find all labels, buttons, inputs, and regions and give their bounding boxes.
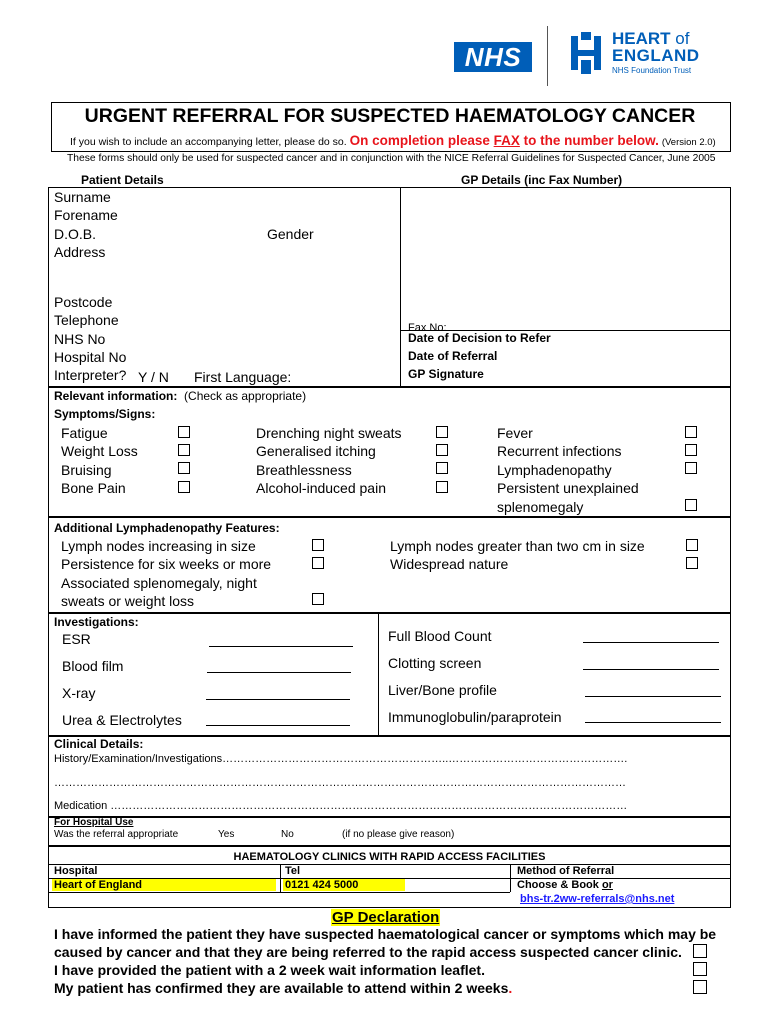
inv-liver-bone: Liver/Bone profile: [388, 682, 497, 698]
hospital-no-label: Hospital No: [54, 349, 127, 365]
gp-declaration-heading: GP Declaration: [332, 909, 440, 926]
clinics-heading-divider: [48, 864, 731, 865]
date-referral-label: Date of Referral: [408, 349, 498, 363]
symptom-night-sweats: Drenching night sweats: [256, 425, 402, 441]
tel-cell: 0121 424 5000: [283, 879, 405, 891]
symptom-bruising: Bruising: [61, 462, 112, 478]
lymph-greater-checkbox[interactable]: [686, 539, 698, 551]
inv-immunoglobulin: Immunoglobulin/paraprotein: [388, 709, 562, 725]
alcohol-pain-checkbox[interactable]: [436, 481, 448, 493]
nhs-logo: NHS: [454, 42, 532, 72]
address-label: Address: [54, 244, 106, 260]
gp-details-heading: GP Details (inc Fax Number): [461, 173, 623, 187]
declaration-line-1: I have informed the patient they have suspected haematological cancer or symptoms which may be: [54, 926, 717, 942]
postcode-label: Postcode: [54, 294, 113, 310]
symptom-persistent-unexplained: Persistent unexplained: [497, 480, 639, 496]
date-decision-label: Date of Decision to Refer: [408, 331, 551, 345]
patient-gp-divider: [400, 187, 401, 387]
symptom-breathlessness: Breathlessness: [256, 462, 352, 478]
no-option[interactable]: No: [281, 829, 294, 840]
heart-of-england-emblem-icon: [569, 32, 603, 74]
fever-checkbox[interactable]: [685, 426, 697, 438]
immunoglobulin-field[interactable]: [585, 722, 721, 723]
method-cell: Choose & Book or: [517, 879, 613, 891]
full-blood-count-field[interactable]: [583, 642, 719, 643]
clotting-screen-field[interactable]: [583, 669, 719, 670]
clinics-bottom-divider: [48, 892, 510, 893]
symptom-bone-pain: Bone Pain: [61, 480, 126, 496]
bone-pain-checkbox[interactable]: [178, 481, 190, 493]
recurrent-infections-checkbox[interactable]: [685, 444, 697, 456]
declaration-informed-checkbox[interactable]: [693, 944, 707, 958]
nhs-no-label: NHS No: [54, 331, 106, 347]
lymph-heading: Additional Lymphadenopathy Features:: [54, 521, 280, 535]
hoe-logo-line1: HEART of: [612, 29, 690, 48]
declaration-leaflet-checkbox[interactable]: [693, 962, 707, 976]
symptom-fatigue: Fatigue: [61, 425, 108, 441]
interpreter-yn[interactable]: Y / N: [138, 369, 169, 385]
lymph-increasing: Lymph nodes increasing in size: [61, 538, 256, 554]
declaration-line-3: I have provided the patient with a 2 week wait information leaflet.: [54, 962, 485, 978]
splenomegaly-checkbox[interactable]: [685, 499, 697, 511]
guideline-note: These forms should only be used for suspected cancer and in conjunction with the NICE Referral Guidelines for Suspected Cancer, June 2005: [67, 153, 716, 164]
night-sweats-checkbox[interactable]: [436, 426, 448, 438]
fax-no-label: Fax No:: [408, 322, 447, 330]
lymph-persistence-checkbox[interactable]: [312, 557, 324, 569]
lymph-persistence: Persistence for six weeks or more: [61, 556, 272, 572]
telephone-label: Telephone: [54, 312, 119, 328]
patient-details-heading: Patient Details: [81, 173, 164, 187]
liver-bone-field[interactable]: [585, 696, 721, 697]
xray-field[interactable]: [206, 699, 350, 700]
inv-blood-film: Blood film: [62, 658, 124, 674]
blood-film-field[interactable]: [207, 672, 351, 673]
history-field[interactable]: History/Examination/Investigations……………………………………………………..………………………………………….: [54, 753, 628, 765]
declaration-line-4: My patient has confirmed they are available to attend within 2 weeks.: [54, 980, 513, 996]
inv-esr: ESR: [62, 631, 91, 647]
col-method: Method of Referral: [517, 865, 615, 877]
symptoms-heading: Symptoms/Signs:: [54, 407, 156, 421]
first-language-label: First Language:: [194, 369, 292, 385]
referral-email-link[interactable]: bhs-tr.2ww-referrals@nhs.net: [520, 893, 675, 905]
investigations-divider: [378, 613, 379, 736]
hoe-logo-line3: NHS Foundation Trust: [612, 66, 692, 75]
esr-field[interactable]: [209, 646, 353, 647]
inv-xray: X-ray: [62, 685, 96, 701]
declaration-line-2: caused by cancer and that they are being referred to the rapid access suspected cancer clinic.: [54, 944, 682, 960]
logo-divider: [547, 26, 548, 86]
lymph-associated-cont: sweats or weight loss: [61, 593, 195, 609]
symptom-alcohol-pain: Alcohol-induced pain: [256, 480, 386, 496]
hoe-logo-line2: ENGLAND: [612, 46, 700, 65]
symptom-itching: Generalised itching: [256, 443, 376, 459]
lymph-associated: Associated splenomegaly, night: [61, 575, 257, 591]
interpreter-label: Interpreter?: [54, 367, 127, 383]
weight-loss-checkbox[interactable]: [178, 444, 190, 456]
referral-appropriate-label: Was the referral appropriate: [54, 829, 179, 840]
declaration-available-checkbox[interactable]: [693, 980, 707, 994]
hospital-use-heading: For Hospital Use: [54, 817, 134, 828]
relevant-info: Relevant information: (Check as appropriate): [54, 389, 307, 403]
investigations-heading: Investigations:: [54, 615, 139, 629]
patient-gp-box: [48, 187, 731, 387]
inv-full-blood-count: Full Blood Count: [388, 628, 492, 644]
clinical-heading: Clinical Details:: [54, 737, 144, 751]
history-continuation-field[interactable]: …………………………………………………………………………………………………………………………………………: [54, 777, 626, 789]
inv-urea: Urea & Electrolytes: [62, 712, 182, 728]
symptom-splenomegaly: splenomegaly: [497, 499, 584, 515]
hospital-cell: Heart of England: [52, 879, 276, 891]
lymph-widespread-checkbox[interactable]: [686, 557, 698, 569]
breathlessness-checkbox[interactable]: [436, 462, 448, 474]
lymph-increasing-checkbox[interactable]: [312, 539, 324, 551]
letter-note: If you wish to include an accompanying letter, please do so. On completion please FAX to the number below. (Version 2.0): [70, 133, 716, 148]
col-hospital: Hospital: [54, 865, 98, 877]
gp-signature-label: GP Signature: [408, 367, 484, 381]
dob-label: D.O.B.: [54, 226, 97, 242]
itching-checkbox[interactable]: [436, 444, 448, 456]
lymph-greater-two-cm: Lymph nodes greater than two cm in size: [390, 538, 645, 554]
gender-label: Gender: [267, 226, 314, 242]
symptom-lymphadenopathy: Lymphadenopathy: [497, 462, 612, 478]
form-title: URGENT REFERRAL FOR SUSPECTED HAEMATOLOGY CANCER: [84, 105, 696, 127]
inv-clotting-screen: Clotting screen: [388, 655, 482, 671]
symptom-weight-loss: Weight Loss: [61, 443, 138, 459]
fatigue-checkbox[interactable]: [178, 426, 190, 438]
surname-label: Surname: [54, 189, 111, 205]
col-tel: Tel: [285, 865, 301, 877]
forename-label: Forename: [54, 207, 118, 223]
medication-field[interactable]: Medication ……………………………………………………………………………………………………………………………: [54, 800, 628, 812]
clinics-heading: HAEMATOLOGY CLINICS WITH RAPID ACCESS FACILITIES: [233, 851, 546, 863]
lymphadenopathy-checkbox[interactable]: [685, 462, 697, 474]
yes-option[interactable]: Yes: [218, 829, 235, 840]
symptom-fever: Fever: [497, 425, 533, 441]
lymph-widespread: Widespread nature: [390, 556, 509, 572]
symptom-recurrent-infections: Recurrent infections: [497, 443, 622, 459]
lymph-associated-checkbox[interactable]: [312, 593, 324, 605]
urea-field[interactable]: [206, 725, 350, 726]
reason-label: (if no please give reason): [342, 829, 455, 840]
bruising-checkbox[interactable]: [178, 462, 190, 474]
